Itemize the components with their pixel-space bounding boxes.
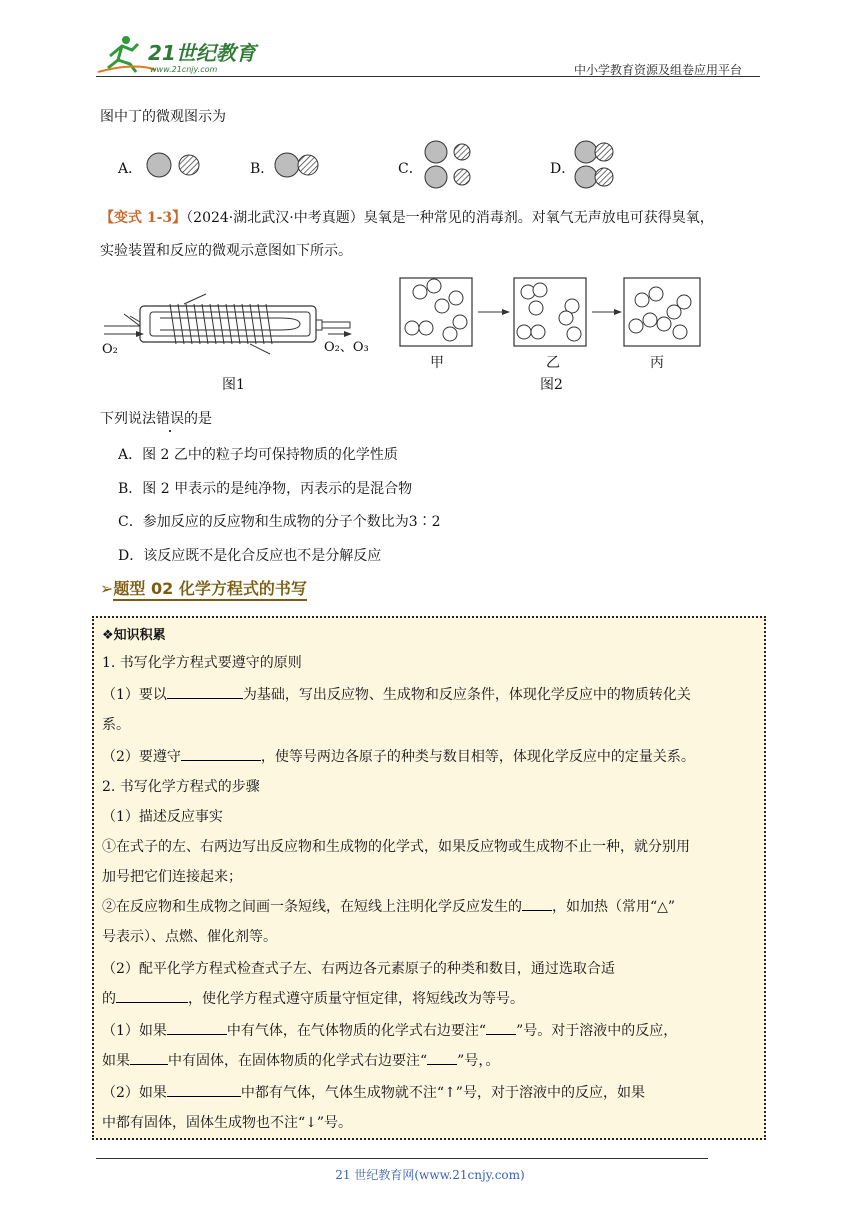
platform-name: 中小学教育资源及组卷应用平台: [574, 63, 743, 77]
section-title: [100, 576, 307, 599]
header-divider: [96, 76, 760, 77]
figure2-micro-diagram: [398, 276, 704, 350]
knowledge-line-6: （1）描述反应事实: [102, 809, 223, 825]
q2-option-c: C．参加反应的反应物和生成物的分子个数比为3∶2: [118, 514, 441, 530]
blank: [427, 1050, 457, 1065]
figure1-inlet-label: O₂: [102, 342, 118, 357]
q2-stem-line2: 实验装置和反应的微观示意图如下所示。: [100, 243, 352, 259]
q2-tag: 【变式 1-3】: [100, 210, 187, 226]
q2-ask-emphasis: 错误: [156, 411, 184, 427]
knowledge-title: ❖知识积累: [102, 628, 166, 643]
figure2-caption: 图2: [540, 377, 563, 393]
blank: [116, 988, 188, 1003]
knowledge-line-5: 2. 书写化学方程式的步骤: [102, 779, 260, 795]
q2-option-d: D．该反应既不是化合反应也不是分解反应: [118, 548, 382, 564]
knowledge-line-9: ②在反应物和生成物之间画一条短线，在短线上注明化学反应发生的 ，如加热（常用“△”: [102, 896, 675, 916]
blank: [167, 1082, 241, 1097]
blank: [522, 896, 552, 911]
q1-option-c-label: C．: [398, 161, 423, 177]
q1-stem: 图中丁的微观图示为: [100, 109, 226, 125]
figure2-label-bing: 丙: [650, 355, 664, 371]
knowledge-line-11: （2）配平化学方程式检查式子左、右两边各元素原子的种类和数目，通过选取合适: [102, 961, 615, 977]
q2-option-b: B．图 2 甲表示的是纯净物，丙表示的是混合物: [118, 481, 413, 497]
q1-option-a-label: A．: [118, 161, 143, 177]
q2-stem-text: （2024·湖北武汉·中考真题）臭氧是一种常见的消毒剂。对氧气无声放电可获得臭氧，: [186, 210, 714, 226]
figure2-label-yi: 乙: [546, 355, 560, 371]
section-arrow-icon: ➢: [100, 579, 114, 598]
q2-ask-post: 的是: [184, 411, 212, 427]
q1-option-b-diagram: [274, 152, 324, 178]
knowledge-line-2: （1）要以 为基础，写出反应物、生成物和反应条件，体现化学反应中的物质转化关: [102, 684, 691, 704]
footer-text: 21 世纪教育网(www.21cnjy.com): [335, 1168, 525, 1182]
q1-option-a-diagram: [146, 152, 202, 178]
q2-ask-pre: 下列说法: [100, 411, 156, 427]
blank: [167, 1020, 227, 1035]
q2-ask: [100, 408, 212, 428]
q1-option-d-diagram: [574, 140, 618, 190]
q1-option-b-label: B．: [250, 161, 275, 177]
figure1-caption: 图1: [222, 377, 245, 393]
knowledge-line-4: （2）要遵守 ，使等号两边各原子的种类与数目相等，体现化学反应中的定量关系。: [102, 746, 695, 766]
figure2-label-jia: 甲: [430, 355, 444, 371]
q2-stem-line1: [100, 207, 714, 227]
figure1-outlet-label: O₂、O₃: [324, 340, 369, 355]
knowledge-line-8: 加号把它们连接起来；: [102, 869, 242, 885]
knowledge-line-1: 1. 书写化学方程式要遵守的原则: [102, 655, 302, 671]
section-title-text: 题型 02 化学方程式的书写: [113, 579, 306, 601]
knowledge-line-10: 号表示）、点燃、催化剂等。: [102, 929, 277, 945]
knowledge-line-14: 如果 中有固体，在固体物质的化学式右边要注“ ”号，。: [102, 1050, 499, 1070]
blank: [130, 1050, 168, 1065]
site-logo: [96, 34, 266, 76]
footer-divider: [96, 1158, 708, 1159]
q1-option-d-label: D．: [550, 161, 576, 177]
q1-option-c-diagram: [424, 140, 474, 190]
blank: [181, 746, 261, 761]
knowledge-line-15: （2）如果 中都有气体，气体生成物就不注“↑”号，对于溶液中的反应，如果: [102, 1082, 645, 1102]
knowledge-box: [92, 616, 766, 1140]
q2-option-a: A．图 2 乙中的粒子均可保持物质的化学性质: [118, 447, 398, 463]
knowledge-line-12: 的 ，使化学方程式遵守质量守恒定律，将短线改为等号。: [102, 988, 524, 1008]
knowledge-line-16: 中都有固体，固体生成物也不注“↓”号。: [102, 1115, 353, 1131]
knowledge-line-7: ①在式子的左、右两边写出反应物和生成物的化学式，如果反应物或生成物不止一种，就分别用: [102, 839, 690, 855]
logo-text: 21世纪教育: [148, 41, 256, 65]
logo-url: www.21cnjy.com: [150, 65, 218, 74]
knowledge-line-13: （1）如果 中有气体，在气体物质的化学式右边要注“ ”号。对于溶液中的反应，: [102, 1020, 677, 1040]
knowledge-line-3: 系。: [102, 717, 130, 733]
blank: [486, 1020, 516, 1035]
blank: [167, 684, 243, 699]
